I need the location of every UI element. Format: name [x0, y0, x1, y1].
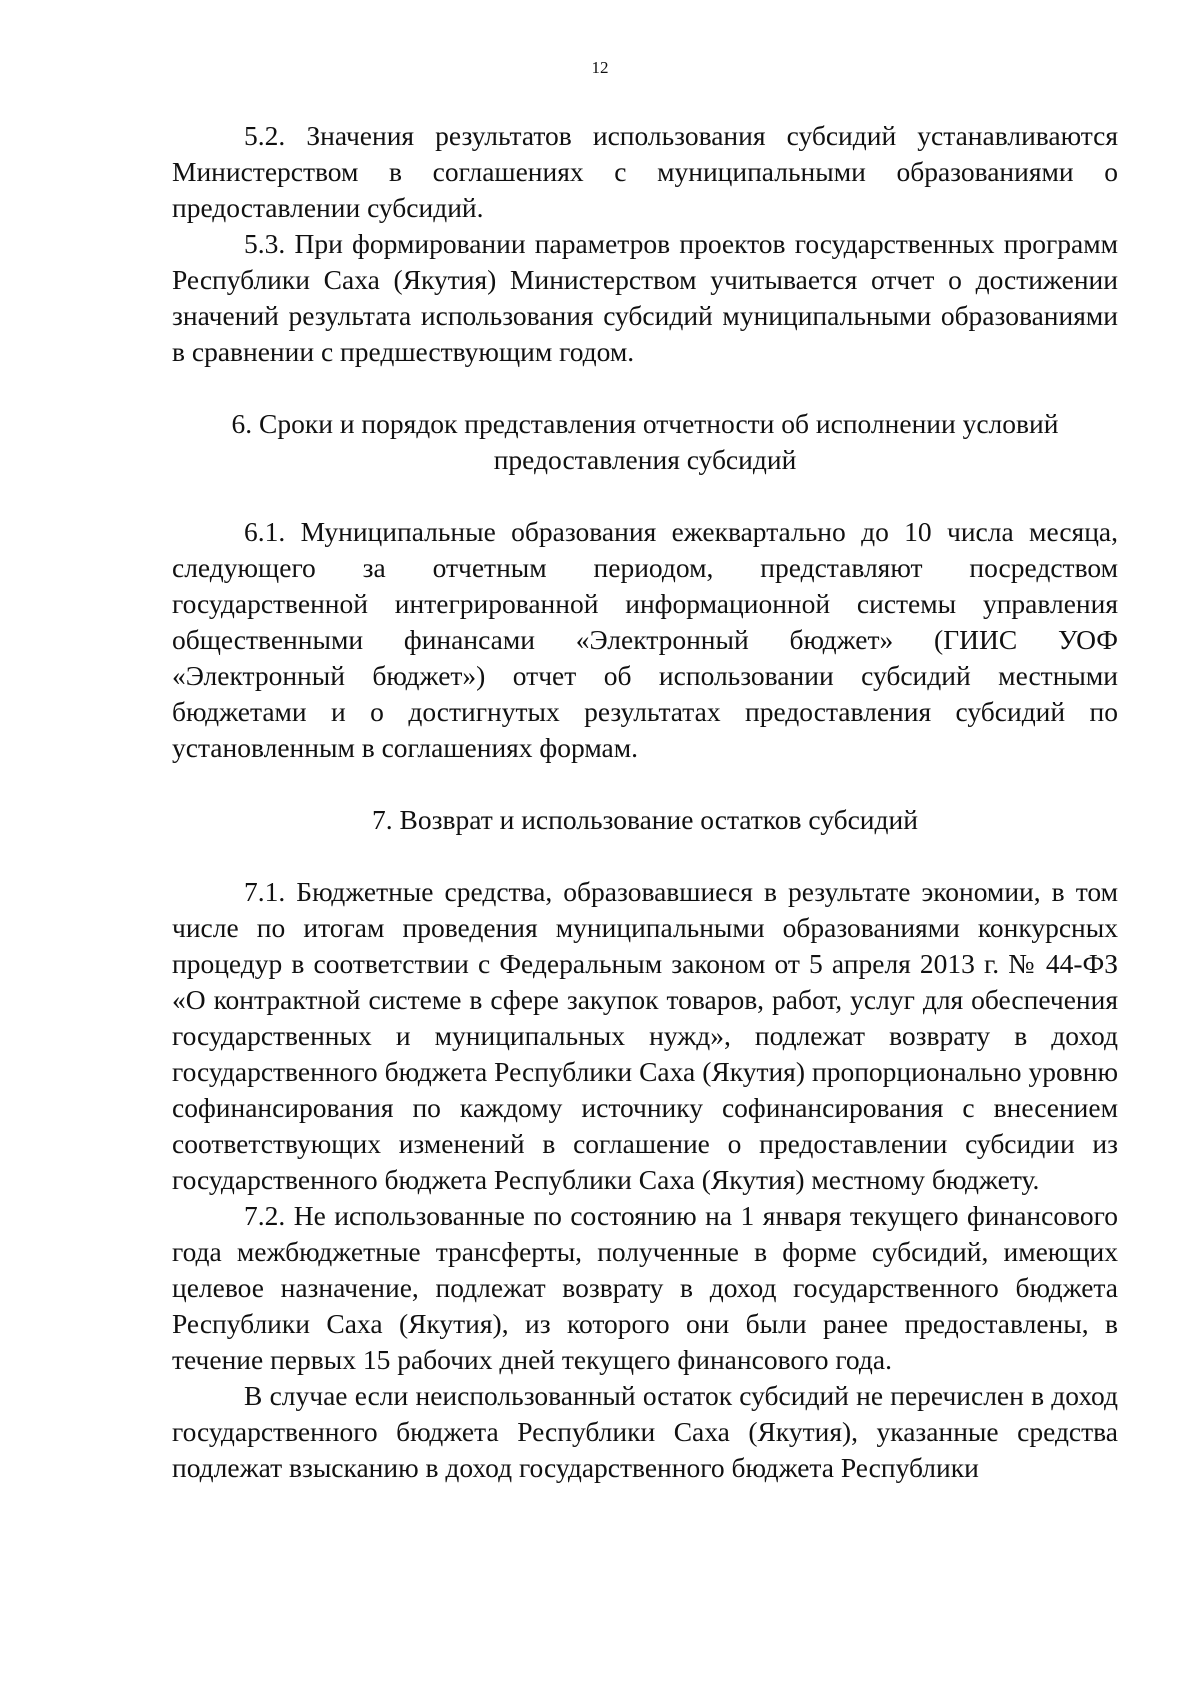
paragraph-7-2-continued: В случае если неиспользованный остаток субсидий не перечислен в доход государственного бюджета Республики Саха (Якутия), указанные средства подлежат взысканию в доход государственного бюджета Республики: [172, 1380, 1118, 1483]
paragraph-5-2: 5.2. Значения результатов использования субсидий устанавливаются Министерством в соглашениях с муниципальными образованиями о предоставлении субсидий.: [172, 120, 1118, 223]
paragraph-5-3: 5.3. При формировании параметров проектов государственных программ Республики Саха (Якутия) Министерством учитывается отчет о достижении значений результата использования субсидий муниципальными образованиями в сравнении с предшествующим годом.: [172, 228, 1118, 367]
section-6-heading: 6. Сроки и порядок представления отчетности об исполнении условий предоставления субсидий: [231, 408, 1059, 475]
page-number: 12: [591, 58, 609, 77]
paragraph-7-2: 7.2. Не использованные по состоянию на 1 января текущего финансового года межбюджетные трансферты, полученные в форме субсидий, имеющих целевое назначение, подлежат возврату в доход государственного бюджета Республики Саха (Якутия), из которого они были ранее предоставлены, в течение первых 15 рабочих дней текущего финансового года.: [172, 1200, 1118, 1375]
paragraph-7-1: 7.1. Бюджетные средства, образовавшиеся в результате экономии, в том числе по итогам проведения муниципальными образованиями конкурсных процедур в соответствии с Федеральным законом от 5 апреля 2013 г. № 44-ФЗ «О контрактной системе в сфере закупок товаров, работ, услуг для обеспечения государственных и муниципальных нужд», подлежат возврату в доход государственного бюджета Республики Саха (Якутия) пропорционально уровню софинансирования по каждому источнику софинансирования с внесением соответствующих изменений в соглашение о предоставлении субсидии из государственного бюджета Республики Саха (Якутия) местному бюджету.: [172, 876, 1118, 1195]
section-7-heading: 7. Возврат и использование остатков субсидий: [372, 804, 918, 835]
paragraph-6-1: 6.1. Муниципальные образования ежеквартально до 10 числа месяца, следующего за отчетным периодом, представляют посредством государственной интегрированной информационной системы управления общественными финансами «Электронный бюджет» (ГИИС УОФ «Электронный бюджет») отчет об использовании субсидий местными бюджетами и о достигнутых результатах предоставления субсидий по установленным в соглашениях формам.: [172, 516, 1118, 763]
document-body: [172, 118, 1118, 1486]
